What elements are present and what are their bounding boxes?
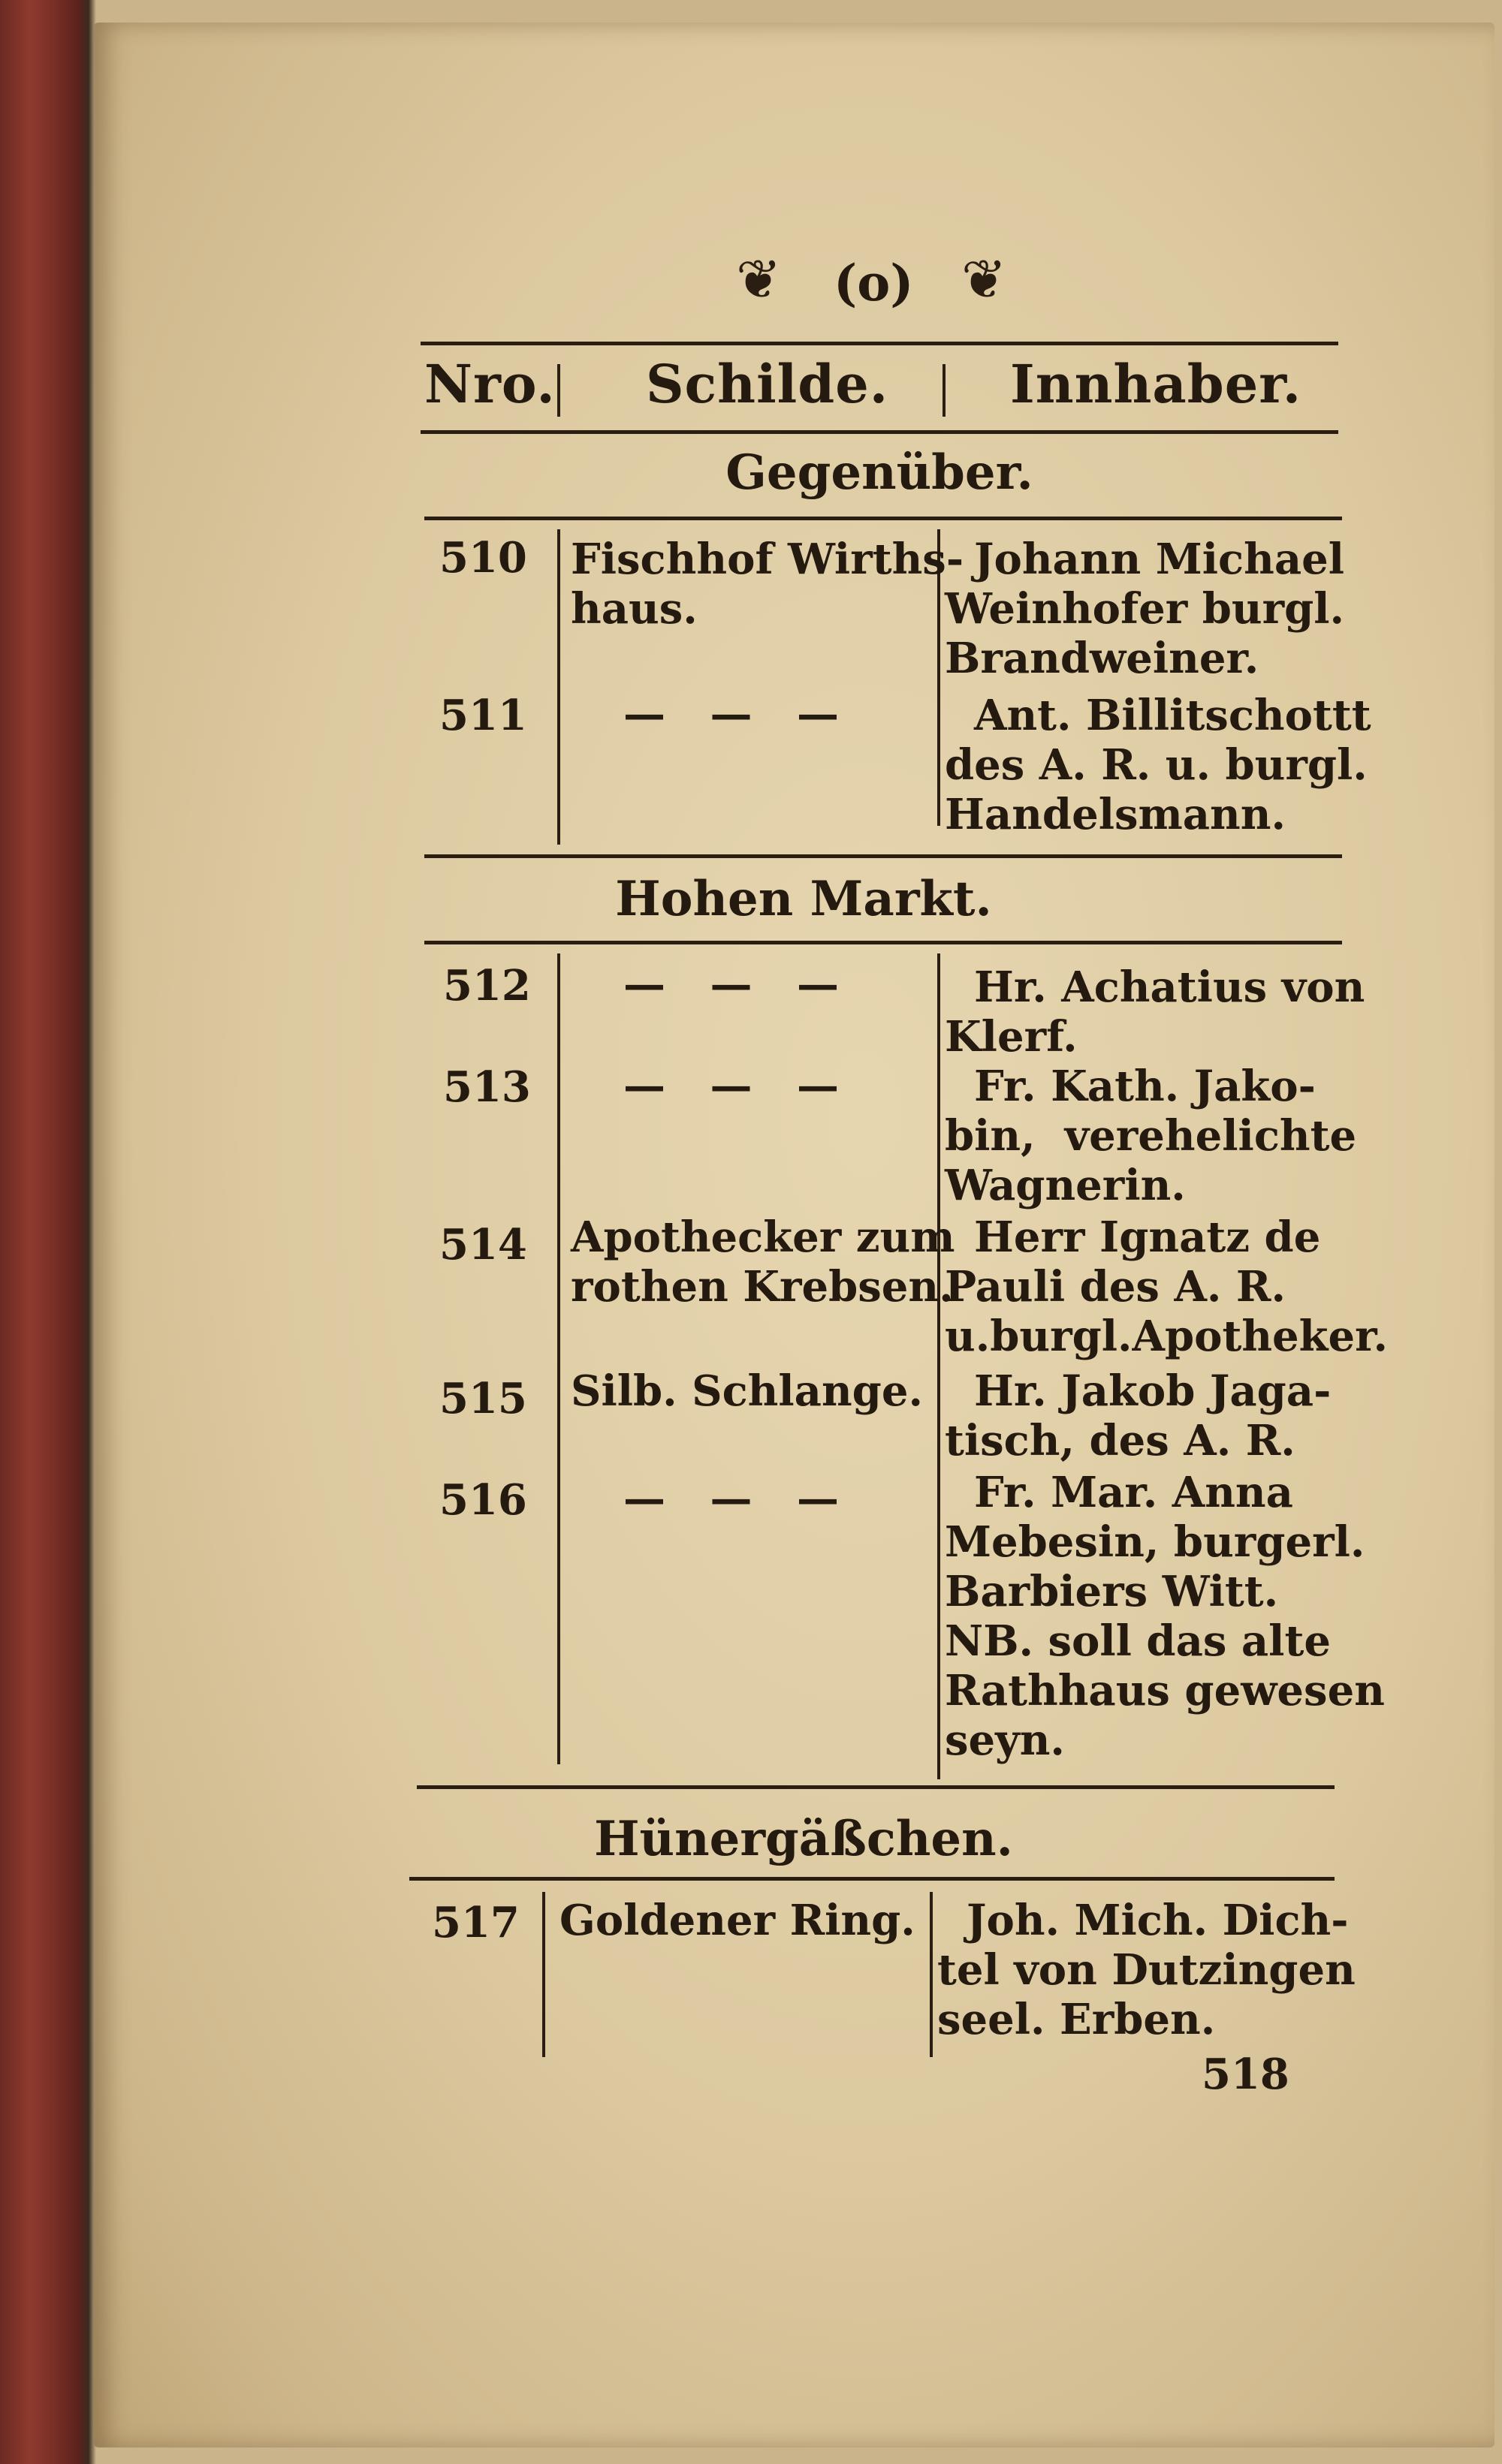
sign-name: — — — xyxy=(623,689,839,739)
header-divider-2 xyxy=(943,364,946,417)
column-divider-2 xyxy=(930,1892,933,2057)
sign-name: Goldener Ring. xyxy=(559,1896,915,1945)
section-rule xyxy=(417,1785,1335,1789)
occupant-name: Hr. Achatius von Klerf. xyxy=(945,962,1365,1062)
page-marker: (o) xyxy=(834,254,914,312)
column-divider-1 xyxy=(557,953,560,1764)
occupant-name: Fr. Kath. Jako- bin, verehelichte Wagnerin. xyxy=(945,1062,1357,1210)
row-number: 514 xyxy=(439,1220,527,1270)
section-rule xyxy=(409,1877,1335,1881)
row-number: 512 xyxy=(443,961,531,1011)
column-divider-2 xyxy=(937,953,940,1779)
row-number: 516 xyxy=(439,1475,527,1525)
section-title: Hohen Markt. xyxy=(615,871,992,927)
column-header-schilde: Schilde. xyxy=(646,353,889,415)
occupant-name: Herr Ignatz de Pauli des A. R. u.burgl.Apotheker. xyxy=(945,1212,1388,1361)
catchword: 518 xyxy=(1202,2050,1289,2099)
column-divider-1 xyxy=(542,1892,545,2057)
sign-name: — — — xyxy=(623,959,839,1009)
sign-name: Fischhof Wirths- haus. xyxy=(571,535,964,634)
section-title: Hünergäßchen. xyxy=(594,1811,1013,1867)
column-header-nro: Nro. xyxy=(424,353,556,415)
section-title: Gegenüber. xyxy=(725,444,1033,501)
sign-name: — — — xyxy=(623,1474,839,1523)
occupant-name: Ant. Billitschottt des A. R. u. burgl. Handelsmann. xyxy=(945,691,1371,839)
section-rule xyxy=(424,941,1342,944)
row-number: 511 xyxy=(439,691,527,740)
header-bottom-rule xyxy=(421,430,1338,434)
sign-name: Apothecker zum rothen Krebsen. xyxy=(571,1212,955,1312)
row-number: 515 xyxy=(439,1374,527,1423)
occupant-name: Hr. Jakob Jaga- tisch, des A. R. xyxy=(945,1366,1332,1465)
sign-name: Silb. Schlange. xyxy=(571,1366,923,1416)
header-divider-1 xyxy=(557,364,560,417)
column-divider-1 xyxy=(557,529,560,845)
row-number: 513 xyxy=(443,1062,531,1112)
column-header-innhaber: Innhaber. xyxy=(1010,353,1302,415)
row-number: 510 xyxy=(439,533,527,583)
ornament-right-icon: ❦ xyxy=(961,248,1007,311)
ornament-left-icon: ❦ xyxy=(736,248,782,311)
header-top-rule xyxy=(421,342,1338,345)
occupant-name: Fr. Mar. Anna Mebesin, burgerl. Barbiers Witt. NB. soll das alte Rathhaus gewesen seyn. xyxy=(945,1468,1385,1765)
section-rule xyxy=(424,517,1342,520)
occupant-name: Joh. Mich. Dich- tel von Dutzingen seel. Erben. xyxy=(937,1896,1356,2044)
sign-name: — — — xyxy=(623,1061,839,1110)
occupant-name: Johann Michael Weinhofer burgl. Brandweiner. xyxy=(945,535,1345,683)
section-rule xyxy=(424,854,1342,858)
row-number: 517 xyxy=(432,1898,520,1947)
